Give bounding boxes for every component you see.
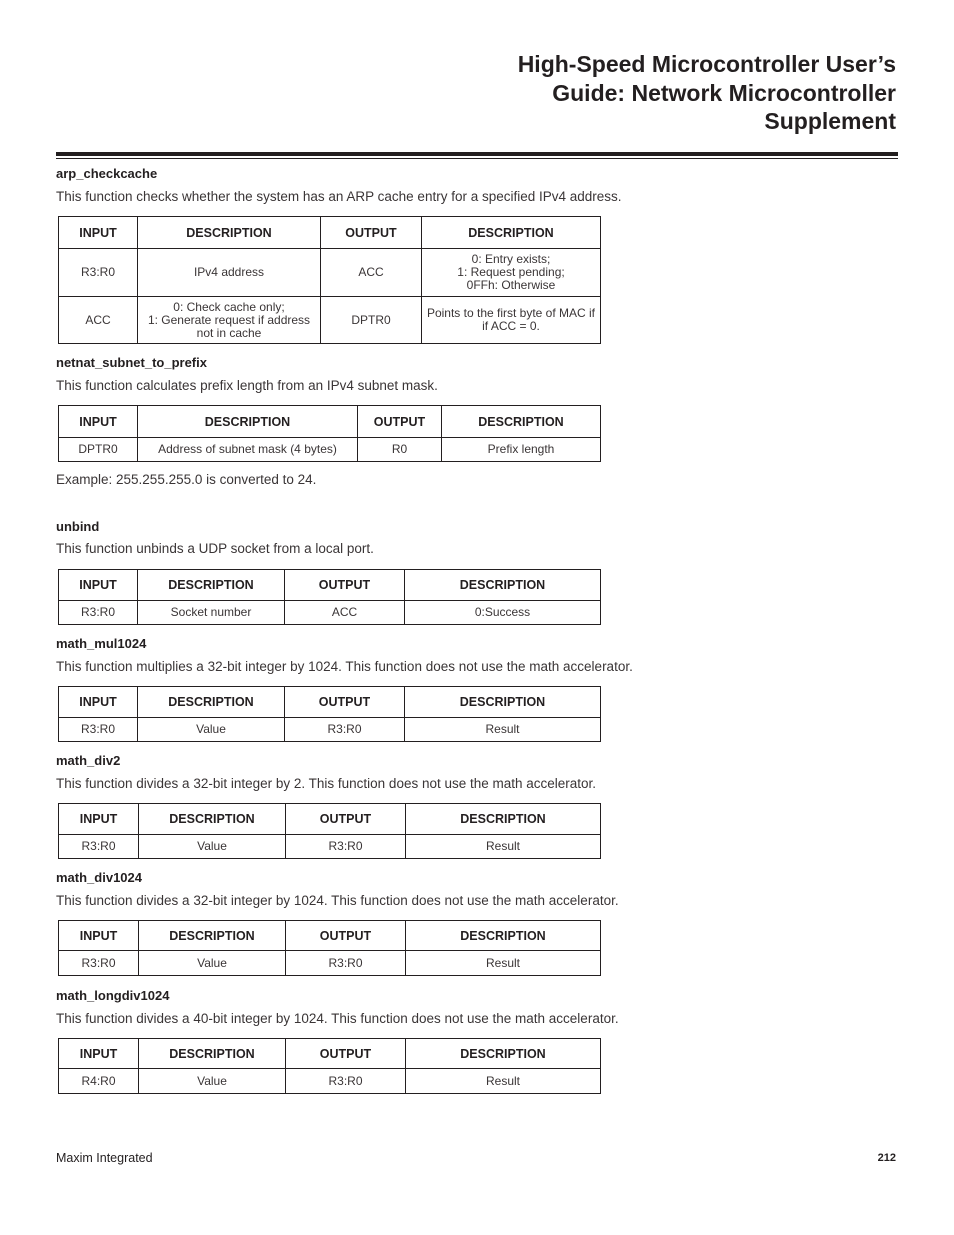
column-header: INPUT bbox=[59, 921, 139, 951]
section-title: arp_checkcache bbox=[56, 166, 158, 181]
cell-line: 1: Request pending; bbox=[457, 265, 565, 279]
table-cell: Value bbox=[138, 718, 285, 742]
column-header: INPUT bbox=[59, 1039, 139, 1069]
section-title: netnat_subnet_to_prefix bbox=[56, 355, 207, 370]
cell-line: not in cache bbox=[196, 325, 262, 340]
column-header: DESCRIPTION bbox=[422, 217, 601, 249]
section-description: This function multiplies a 32-bit integer by 1024. This function does not use the math accelerator. bbox=[56, 659, 633, 674]
section-title: math_div2 bbox=[56, 753, 121, 768]
example-note: Example: 255.255.255.0 is converted to 24. bbox=[56, 472, 317, 487]
function-table bbox=[58, 803, 601, 859]
section-title: math_div1024 bbox=[56, 870, 142, 885]
column-header: OUTPUT bbox=[286, 921, 406, 951]
column-header: INPUT bbox=[59, 406, 138, 438]
column-header: DESCRIPTION bbox=[442, 406, 601, 438]
column-header: DESCRIPTION bbox=[405, 570, 601, 601]
column-header: INPUT bbox=[59, 804, 139, 835]
column-header: DESCRIPTION bbox=[139, 1039, 286, 1069]
footer-company: Maxim Integrated bbox=[56, 1151, 153, 1165]
column-header: OUTPUT bbox=[285, 570, 405, 601]
table-cell: Value bbox=[139, 951, 286, 976]
column-header: DESCRIPTION bbox=[138, 687, 285, 718]
column-header: DESCRIPTION bbox=[406, 804, 601, 835]
table-cell: Address of subnet mask (4 bytes) bbox=[138, 438, 358, 462]
header-rule-thick bbox=[56, 152, 898, 156]
table-cell: R3:R0 bbox=[59, 249, 138, 297]
title-line: High-Speed Microcontroller User’s bbox=[517, 51, 896, 77]
table-cell: R4:R0 bbox=[59, 1069, 139, 1094]
title-line: Supplement bbox=[764, 108, 896, 134]
table-cell: R3:R0 bbox=[286, 1069, 406, 1094]
function-table bbox=[58, 1038, 601, 1094]
table-cell: R3:R0 bbox=[59, 951, 139, 976]
table-cell: R3:R0 bbox=[285, 718, 405, 742]
section-description: This function divides a 32-bit integer by 1024. This function does not use the math accelerator. bbox=[56, 893, 619, 908]
section-title: unbind bbox=[56, 519, 100, 534]
column-header: DESCRIPTION bbox=[138, 406, 358, 438]
column-header: DESCRIPTION bbox=[138, 217, 321, 249]
table-cell: R3:R0 bbox=[59, 718, 138, 742]
section-description: This function divides a 32-bit integer by 2. This function does not use the math accelerator. bbox=[56, 776, 597, 791]
table-cell bbox=[138, 249, 321, 297]
table-cell: DPTR0 bbox=[59, 438, 138, 462]
table-cell: Result bbox=[406, 951, 601, 976]
table-cell bbox=[422, 297, 601, 344]
cell-line: 0: Check cache only; bbox=[173, 299, 285, 314]
table-cell: ACC bbox=[285, 601, 405, 625]
table-cell: Value bbox=[139, 1069, 286, 1094]
page-number: 212 bbox=[877, 1152, 896, 1164]
column-header: OUTPUT bbox=[321, 217, 422, 249]
table-cell: Value bbox=[139, 835, 286, 859]
function-table bbox=[58, 920, 601, 976]
cell-line: 0: Entry exists; bbox=[471, 252, 551, 266]
section-title: math_longdiv1024 bbox=[56, 988, 170, 1003]
table-cell: Result bbox=[406, 1069, 601, 1094]
column-header: DESCRIPTION bbox=[405, 687, 601, 718]
table-cell: Result bbox=[405, 718, 601, 742]
table-cell: ACC bbox=[59, 297, 138, 344]
column-header: DESCRIPTION bbox=[406, 1039, 601, 1069]
cell-line: if ACC = 0. bbox=[482, 319, 540, 333]
column-header: OUTPUT bbox=[286, 1039, 406, 1069]
cell-line: IPv4 address bbox=[193, 265, 265, 279]
function-table bbox=[58, 686, 601, 742]
column-header: DESCRIPTION bbox=[139, 921, 286, 951]
column-header: INPUT bbox=[59, 217, 138, 249]
function-table bbox=[58, 216, 601, 344]
table-cell bbox=[138, 297, 321, 344]
column-header: DESCRIPTION bbox=[406, 921, 601, 951]
column-header: DESCRIPTION bbox=[138, 570, 285, 601]
column-header: OUTPUT bbox=[358, 406, 442, 438]
cell-line: Points to the first byte of MAC if bbox=[426, 306, 596, 320]
column-header: OUTPUT bbox=[285, 687, 405, 718]
table-cell: Prefix length bbox=[442, 438, 601, 462]
table-cell: R3:R0 bbox=[59, 835, 139, 859]
table-cell: R3:R0 bbox=[286, 951, 406, 976]
section-title: math_mul1024 bbox=[56, 636, 147, 651]
cell-line: 1: Generate request if address bbox=[147, 312, 311, 327]
page-title bbox=[336, 50, 896, 136]
table-cell: 0:Success bbox=[405, 601, 601, 625]
table-cell bbox=[422, 249, 601, 297]
table-cell: Socket number bbox=[138, 601, 285, 625]
column-header: INPUT bbox=[59, 687, 138, 718]
table-cell: ACC bbox=[321, 249, 422, 297]
table-cell: R0 bbox=[358, 438, 442, 462]
column-header: OUTPUT bbox=[286, 804, 406, 835]
section-description: This function checks whether the system has an ARP cache entry for a specified IPv4 address. bbox=[56, 189, 622, 204]
section-description: This function divides a 40-bit integer by 1024. This function does not use the math accelerator. bbox=[56, 1011, 619, 1026]
title-line: Guide: Network Microcontroller bbox=[552, 79, 896, 106]
cell-line: 0FFh: Otherwise bbox=[466, 278, 556, 292]
column-header: INPUT bbox=[59, 570, 138, 601]
function-table bbox=[58, 405, 601, 462]
header-rule-thin bbox=[56, 158, 898, 159]
table-cell: DPTR0 bbox=[321, 297, 422, 344]
table-cell: R3:R0 bbox=[286, 835, 406, 859]
section-description: This function calculates prefix length from an IPv4 subnet mask. bbox=[56, 378, 438, 393]
function-table bbox=[58, 569, 601, 625]
table-cell: Result bbox=[406, 835, 601, 859]
column-header: DESCRIPTION bbox=[139, 804, 286, 835]
table-cell: R3:R0 bbox=[59, 601, 138, 625]
section-description: This function unbinds a UDP socket from a local port. bbox=[56, 541, 374, 556]
